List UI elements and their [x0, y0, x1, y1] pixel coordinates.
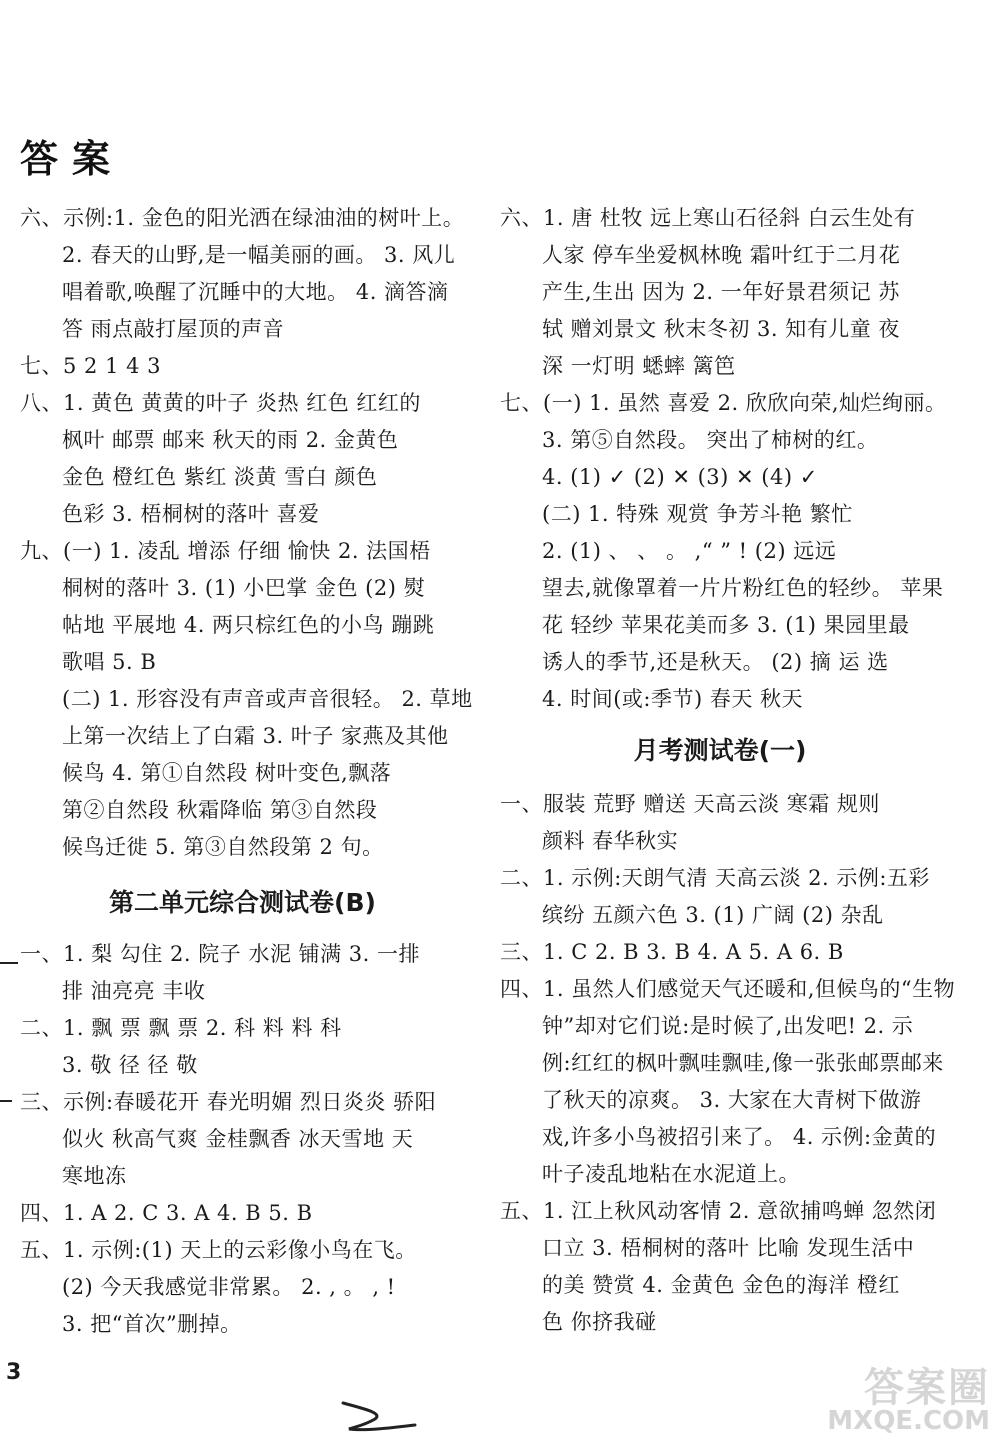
- answer-line: (二) 1. 形容没有声音或声音很轻。 2. 草地: [62, 687, 473, 711]
- answer-line: 产生,生出 因为 2. 一年好景君须记 苏: [542, 280, 900, 304]
- answer-line: 的美 赞赏 4. 金黄色 金色的海洋 橙红: [542, 1273, 900, 1297]
- answer-line: 四、1. 虽然人们感觉天气还暖和,但候鸟的“生物: [500, 977, 956, 1001]
- answer-line: 答 雨点敲打屋顶的声音: [62, 317, 285, 341]
- section-heading-monthly-test: 月考测试卷(一): [633, 736, 807, 765]
- answer-line: 六、1. 唐 杜牧 远上寒山石径斜 白云生处有: [500, 206, 916, 230]
- answer-line: (2) 今天我感觉非常累。 2. , 。 , !: [62, 1275, 396, 1299]
- answer-line: 枫叶 邮票 邮来 秋天的雨 2. 金黄色: [62, 428, 399, 452]
- answer-line: 戏,许多小鸟被招引来了。 4. 示例:金黄的: [542, 1125, 937, 1149]
- answer-line: 金色 橙红色 紫红 淡黄 雪白 颜色: [62, 465, 378, 489]
- answer-line: 缤纷 五颜六色 3. (1) 广阔 (2) 杂乱: [542, 903, 884, 927]
- answer-line: 七、5 2 1 4 3: [20, 354, 162, 378]
- answer-line: 色彩 3. 梧桐树的落叶 喜爱: [62, 502, 320, 526]
- watermark-logo: [827, 1352, 996, 1438]
- page-title: 答案: [20, 137, 125, 181]
- answer-line: 花 轻纱 苹果花美而多 3. (1) 果园里最: [542, 613, 910, 637]
- answer-line: 一、服装 荒野 赠送 天高云淡 寒霜 规则: [500, 792, 880, 816]
- answer-line: 轼 赠刘景文 秋末冬初 3. 知有儿童 夜: [542, 317, 900, 341]
- answer-line: 五、1. 江上秋风动客情 2. 意欲捕鸣蝉 忽然闭: [500, 1199, 937, 1223]
- left-column: [20, 200, 473, 1343]
- answer-line: 深 一灯明 蟋蟀 篱笆: [542, 354, 736, 378]
- answer-line: 钟”却对它们说:是时候了,出发吧! 2. 示: [542, 1014, 914, 1038]
- answer-line: 候鸟迁徙 5. 第③自然段第 2 句。: [62, 835, 384, 859]
- answer-line: 四、1. A 2. C 3. A 4. B 5. B: [20, 1201, 313, 1225]
- watermark-site: MXQE.COM: [827, 1406, 990, 1436]
- answer-line: 颜料 春华秋实: [542, 829, 679, 853]
- binding-margin-mark: [0, 1100, 12, 1102]
- answer-line: 五、1. 示例:(1) 天上的云彩像小鸟在飞。: [20, 1238, 417, 1262]
- answer-line: 上第一次结上了白霜 3. 叶子 家燕及其他: [62, 724, 449, 748]
- right-answers-block-b: [500, 786, 956, 1341]
- answer-line: 八、1. 黄色 黄黄的叶子 炎热 红色 红红的: [20, 391, 421, 415]
- section-heading-unit2-b: 第二单元综合测试卷(B): [109, 888, 376, 917]
- answer-line: 二、1. 飘 票 飘 票 2. 科 料 料 科: [20, 1016, 342, 1040]
- left-answers-block-a: [20, 200, 473, 866]
- answer-line: 七、(一) 1. 虽然 喜爱 2. 欣欣向荣,灿烂绚丽。: [500, 391, 947, 415]
- answer-line: 候鸟 4. 第①自然段 树叶变色,飘落: [62, 761, 392, 785]
- answer-line: 4. (1) ✓ (2) ✕ (3) ✕ (4) ✓: [542, 465, 818, 489]
- answer-line: 三、1. C 2. B 3. B 4. A 5. A 6. B: [500, 940, 844, 964]
- answer-line: 第②自然段 秋霜降临 第③自然段: [62, 798, 378, 822]
- answer-line: 人家 停车坐爱枫林晚 霜叶红于二月花: [542, 243, 901, 267]
- answer-line: 4. 时间(或:季节) 春天 秋天: [542, 687, 804, 711]
- answer-line: 二、1. 示例:天朗气清 天高云淡 2. 示例:五彩: [500, 866, 930, 890]
- answer-line: 帖地 平展地 4. 两只棕红色的小鸟 蹦跳: [62, 613, 435, 637]
- handwritten-pen-mark: [335, 1395, 425, 1435]
- answer-line: 三、示例:春暖花开 春光明媚 烈日炎炎 骄阳: [20, 1090, 437, 1114]
- answer-line: 寒地冻: [62, 1164, 127, 1188]
- answer-line: 诱人的季节,还是秋天。 (2) 摘 运 选: [542, 650, 889, 674]
- answer-line: 唱着歌,唤醒了沉睡中的大地。 4. 滴答滴: [62, 280, 449, 304]
- answer-line: 2. 春天的山野,是一幅美丽的画。 3. 风儿: [62, 243, 456, 267]
- answer-line: 望去,就像罩着一片片粉红色的轻纱。 苹果: [542, 576, 944, 600]
- answer-line: 歌唱 5. B: [62, 650, 157, 674]
- right-answers-block-a: [500, 200, 947, 718]
- page-number: 3: [6, 1360, 22, 1385]
- answer-line: 3. 第⑤自然段。 突出了柿树的红。: [542, 428, 879, 452]
- answer-line: 了秋天的凉爽。 3. 大家在大青树下做游: [542, 1088, 922, 1112]
- answer-line: 叶子凌乱地粘在水泥道上。: [542, 1162, 800, 1186]
- answer-line: 九、(一) 1. 凌乱 增添 仔细 愉快 2. 法国梧: [20, 539, 431, 563]
- answer-line: 桐树的落叶 3. (1) 小巴掌 金色 (2) 熨: [62, 576, 426, 600]
- watermark-brand: 答案圈: [864, 1365, 990, 1411]
- answer-line: 口立 3. 梧桐树的落叶 比喻 发现生活中: [542, 1236, 915, 1260]
- answer-line: 似火 秋高气爽 金桂飘香 冰天雪地 天: [62, 1127, 414, 1151]
- answer-line: 色 你挤我碰: [542, 1310, 657, 1334]
- answer-line: 例:红红的枫叶飘哇飘哇,像一张张邮票邮来: [542, 1051, 944, 1075]
- answer-line: 一、1. 梨 勾住 2. 院子 水泥 铺满 3. 一排: [20, 942, 421, 966]
- answer-line: 2. (1) 、 、 。 ,“ ” ! (2) 远远: [542, 539, 837, 563]
- answer-line: 3. 敬 径 径 敬: [62, 1053, 198, 1077]
- answer-line: 六、示例:1. 金色的阳光洒在绿油油的树叶上。: [20, 206, 465, 230]
- answer-line: 排 油亮亮 丰收: [62, 979, 206, 1003]
- answer-line: (二) 1. 特殊 观赏 争芳斗艳 繁忙: [542, 502, 853, 526]
- right-column: [500, 200, 956, 1341]
- left-answers-block-b: [20, 936, 465, 1343]
- answer-line: 3. 把“首次”删掉。: [62, 1312, 242, 1336]
- binding-margin-mark: [0, 962, 18, 964]
